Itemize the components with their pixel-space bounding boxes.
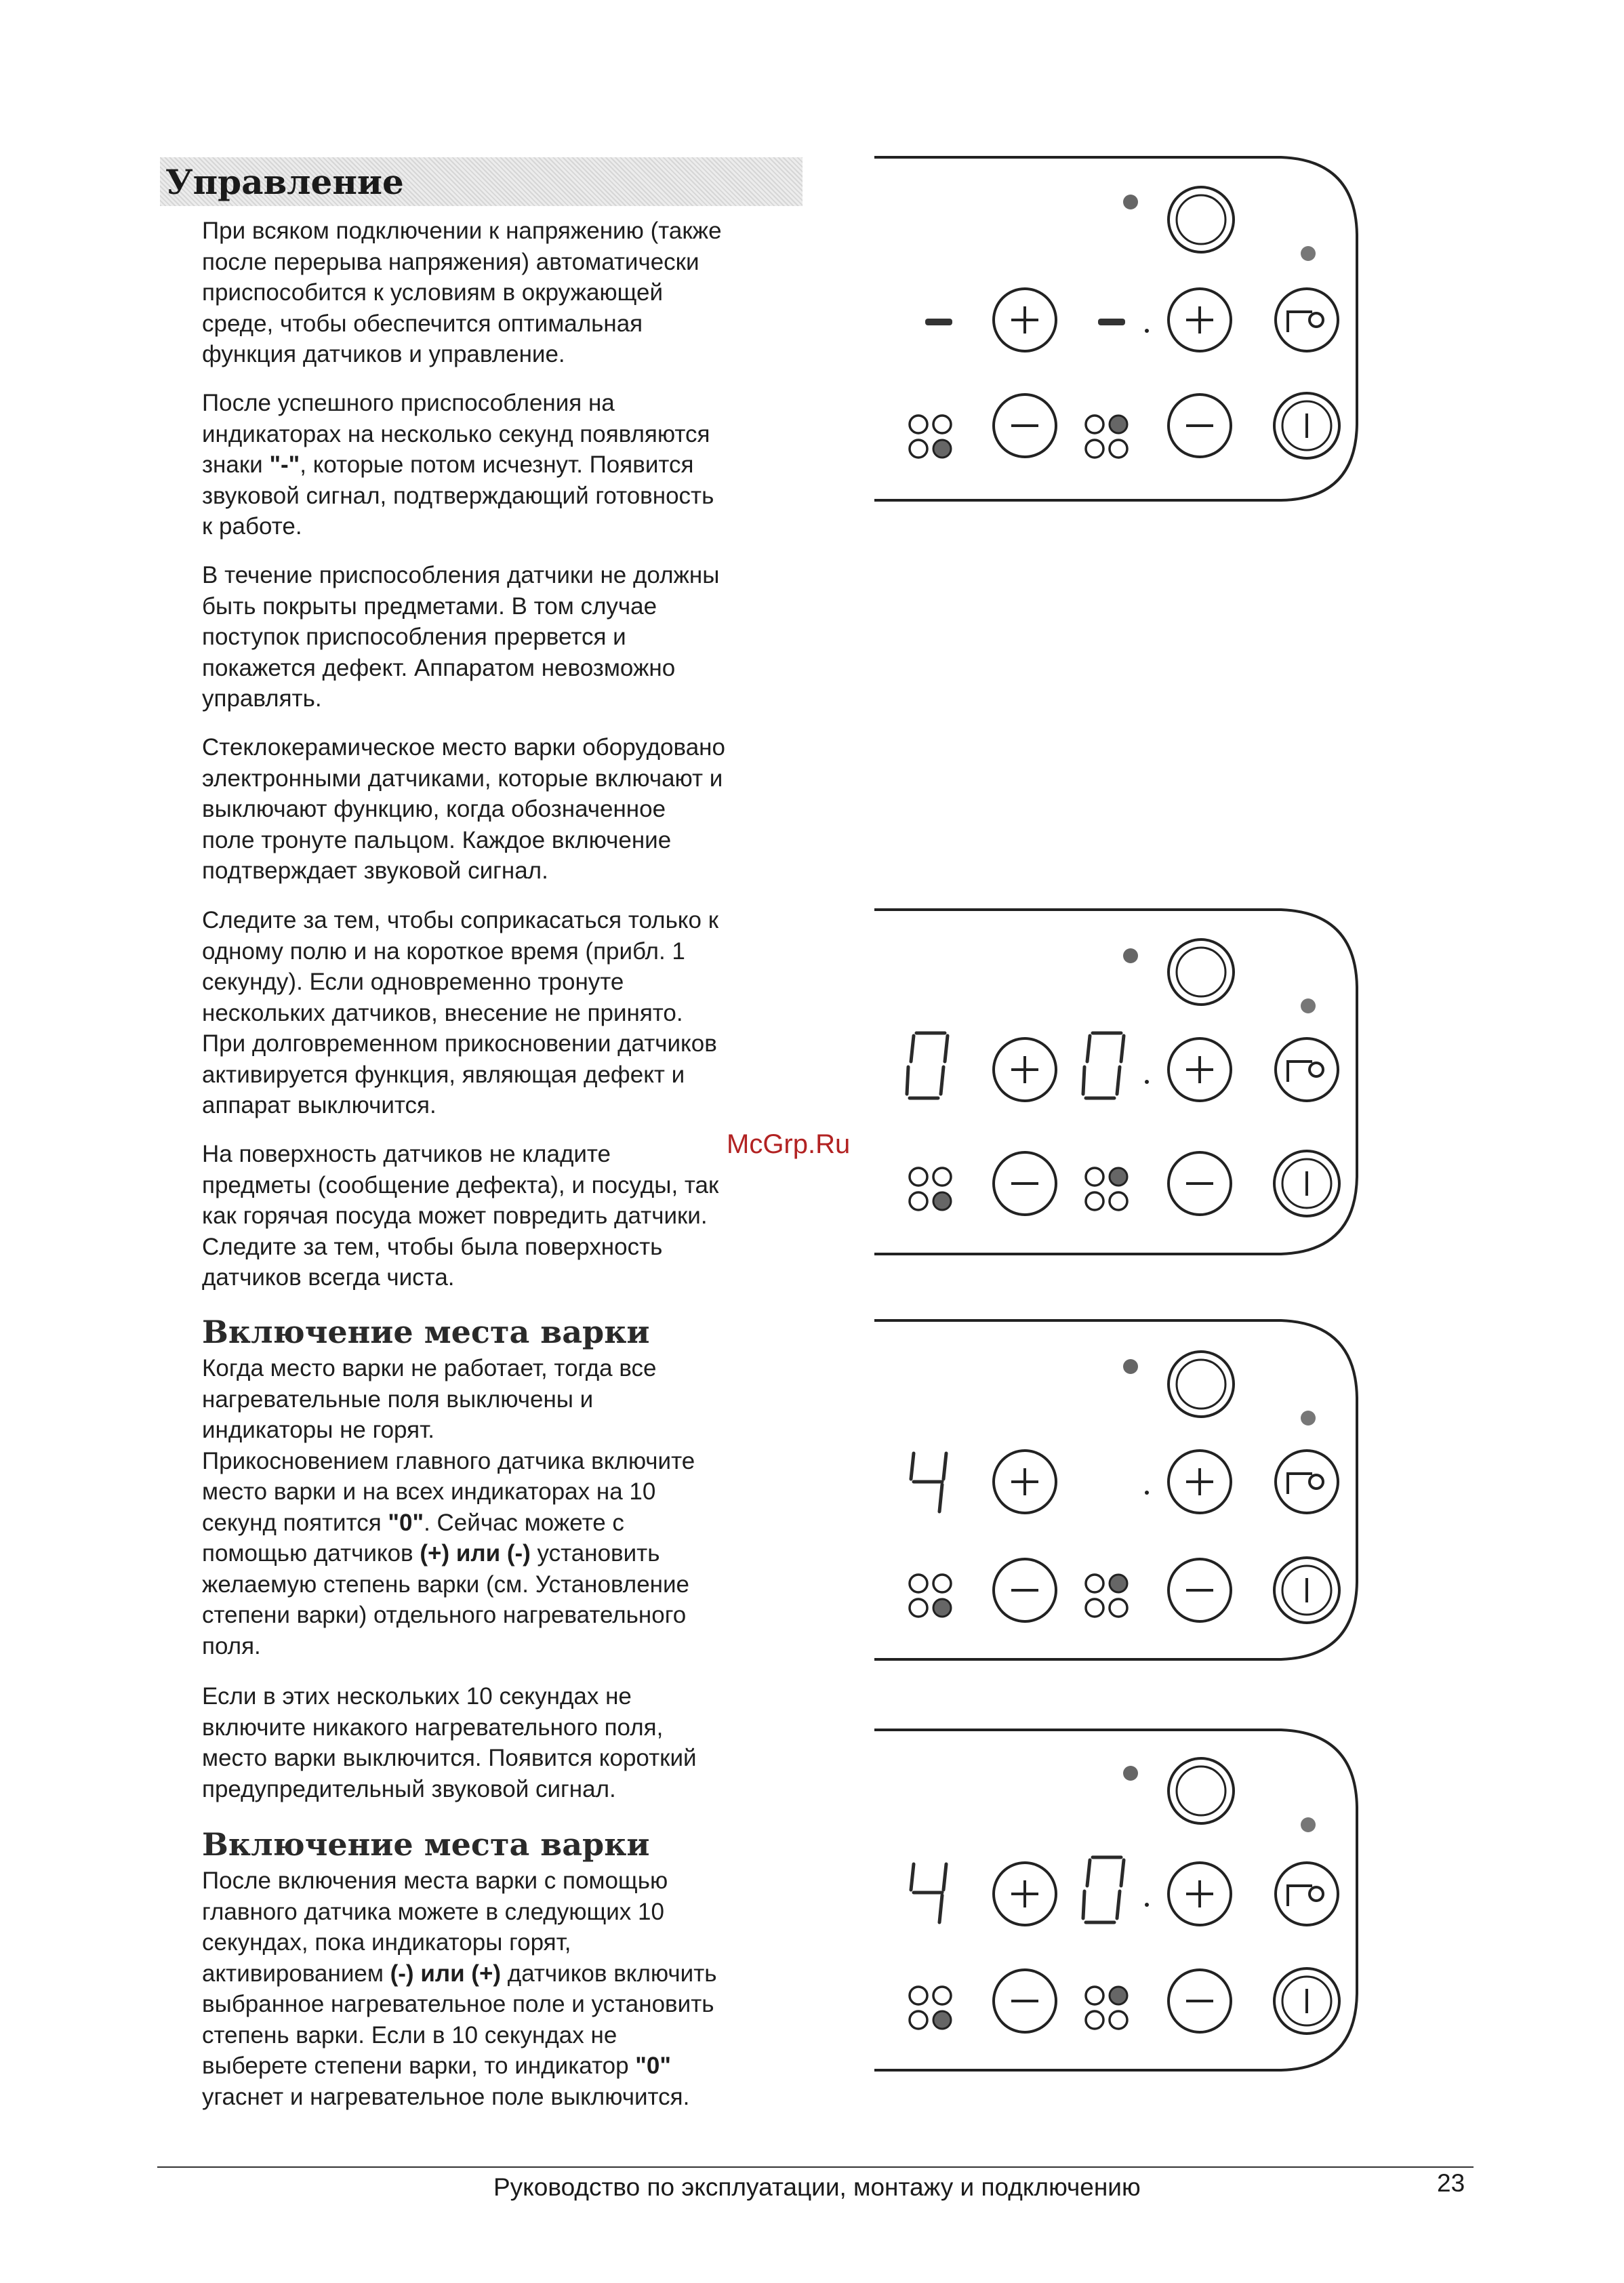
text-run: предметы (сообщение дефекта), и посуды, так bbox=[202, 1171, 719, 1198]
text-line bbox=[202, 481, 812, 512]
text-run: место варки и на всех индикаторах на 10 bbox=[202, 1478, 656, 1505]
text-line bbox=[202, 622, 812, 653]
text-run: помощью датчиков bbox=[202, 1540, 420, 1567]
control-panel-1-diagram bbox=[868, 153, 1362, 512]
text-run: датчиков включить bbox=[501, 1960, 717, 1987]
paragraph-auto-off bbox=[202, 1681, 812, 1804]
text-run: управлять. bbox=[202, 685, 322, 712]
text-line bbox=[202, 683, 812, 714]
lock-key-sensor bbox=[1276, 289, 1338, 351]
text-run: подтверждает звуковой сигнал. bbox=[202, 857, 548, 884]
text-line bbox=[202, 1384, 812, 1415]
text-line bbox=[202, 967, 812, 998]
left-display bbox=[925, 319, 952, 325]
text-run: секунд поятится bbox=[202, 1509, 388, 1536]
text-line bbox=[202, 1353, 812, 1384]
text-run: выбранное нагревательное поле и установить bbox=[202, 1991, 714, 2017]
text-line bbox=[202, 855, 812, 887]
bold-run: (-) или (+) bbox=[390, 1960, 502, 1987]
text-run: звуковой сигнал, подтверждающий готовность bbox=[202, 482, 714, 509]
control-panel-3 bbox=[868, 1318, 1362, 1674]
text-line bbox=[202, 1927, 812, 1958]
text-run: На поверхность датчиков не кладите bbox=[202, 1141, 611, 1167]
text-line bbox=[202, 2050, 812, 2082]
text-run: приспособится к условиям в окружающей bbox=[202, 279, 664, 306]
text-line bbox=[202, 1059, 812, 1091]
text-line bbox=[202, 1200, 812, 1232]
text-run: как горячая посуда может повредить датчики. bbox=[202, 1203, 708, 1229]
text-line bbox=[202, 339, 812, 370]
footer-title: Руководство по эксплуатации, монтажу и подключению bbox=[493, 2173, 1141, 2201]
text-run: быть покрыты предметами. В том случае bbox=[202, 592, 657, 620]
text-line bbox=[202, 591, 812, 622]
left-display bbox=[907, 1033, 948, 1098]
text-line bbox=[202, 2082, 812, 2113]
control-panel-3-diagram bbox=[868, 1318, 1362, 1670]
watermark-text: McGrp.Ru bbox=[727, 1129, 851, 1159]
text-run: среде, чтобы обеспечится оптимальная bbox=[202, 310, 643, 337]
text-run: секундах, пока индикаторы горят, bbox=[202, 1929, 571, 1956]
text-line bbox=[202, 1569, 812, 1600]
text-run: поле тронуте пальцом. Каждое включение bbox=[202, 826, 672, 853]
text-line bbox=[202, 1774, 812, 1805]
text-line bbox=[202, 216, 812, 247]
text-run: Если в этих нескольких 10 секундах не bbox=[202, 1683, 632, 1710]
text-run: покажется дефект. Аппаратом невозможно bbox=[202, 654, 676, 681]
left-display bbox=[911, 1864, 946, 1922]
text-run: В течение приспособления датчики не должны bbox=[202, 562, 720, 588]
bold-run: "0" bbox=[635, 2053, 671, 2079]
text-run: нескольких датчиков, внесение не принято. bbox=[202, 999, 683, 1026]
subheading-switch-on-1: Включение места варки bbox=[202, 1314, 650, 1350]
text-run: угаснет и нагревательное поле выключится. bbox=[202, 2083, 690, 2110]
text-run: знаки bbox=[202, 451, 270, 478]
text-run: После включения места варки с помощью bbox=[202, 1867, 668, 1894]
zone-icon-left bbox=[910, 416, 951, 458]
text-run: включите никакого нагревательного поля, bbox=[202, 1714, 664, 1741]
control-panel-4-diagram bbox=[868, 1726, 1362, 2085]
right-display bbox=[1083, 1033, 1124, 1098]
text-line bbox=[202, 653, 812, 684]
text-line bbox=[202, 825, 812, 856]
text-line bbox=[202, 732, 812, 763]
text-line bbox=[202, 1600, 812, 1631]
text-run: поля. bbox=[202, 1632, 261, 1659]
text-run: поступок приспособления прервется и bbox=[202, 624, 626, 650]
text-run: степени варки) отдельного нагревательного bbox=[202, 1602, 687, 1628]
text-run: Следите за тем, чтобы была поверхность bbox=[202, 1233, 663, 1260]
text-run: Следите за тем, чтобы соприкасаться только к bbox=[202, 907, 719, 933]
text-line bbox=[202, 419, 812, 450]
left-display bbox=[911, 1453, 946, 1512]
text-line bbox=[202, 763, 812, 794]
text-run: активируется функция, являющая дефект и bbox=[202, 1061, 685, 1088]
text-run: установить bbox=[530, 1540, 660, 1567]
indicator-dot-main bbox=[1123, 195, 1138, 209]
bold-run: "0" bbox=[388, 1509, 424, 1536]
paragraph-surface-care bbox=[202, 1139, 812, 1293]
zone-icon-right bbox=[1086, 416, 1127, 458]
text-line bbox=[202, 936, 812, 967]
text-line bbox=[202, 1446, 812, 1477]
subheading-switch-on-2: Включение места варки bbox=[202, 1826, 650, 1863]
text-run: активированием bbox=[202, 1960, 390, 1987]
text-run: секунду). Если одновременно тронуте bbox=[202, 969, 624, 995]
paragraph-switch-on bbox=[202, 1353, 812, 1661]
text-run: индикаторах на несколько секунд появляются bbox=[202, 420, 710, 447]
text-line bbox=[202, 1139, 812, 1170]
text-line bbox=[202, 794, 812, 825]
main-power-sensor bbox=[1169, 187, 1234, 252]
text-line bbox=[202, 998, 812, 1029]
text-line bbox=[202, 1712, 812, 1743]
text-run: выключают функцию, когда обозначенное bbox=[202, 796, 666, 822]
text-run: выберете степени варки, то индикатор bbox=[202, 2053, 636, 2079]
text-line bbox=[202, 1170, 812, 1201]
text-line bbox=[202, 1028, 812, 1059]
text-run: При всяком подключении к напряжению (также bbox=[202, 218, 722, 244]
text-line bbox=[202, 2020, 812, 2051]
text-run: Прикосновением главного датчика включите bbox=[202, 1447, 695, 1474]
text-run: предупредительный звуковой сигнал. bbox=[202, 1775, 616, 1802]
text-run: При долговременном прикосновении датчиков bbox=[202, 1030, 717, 1057]
text-line bbox=[202, 308, 812, 340]
control-panel-1 bbox=[868, 153, 1362, 516]
text-line bbox=[202, 449, 812, 481]
text-run: одному полю и на короткое время (прибл. 1 bbox=[202, 937, 685, 965]
page-number: 23 bbox=[1437, 2169, 1465, 2197]
text-line bbox=[202, 1232, 812, 1263]
text-run: степень варки. Если в 10 секундах не bbox=[202, 2021, 617, 2048]
indicator-dot-lock bbox=[1301, 246, 1316, 261]
text-line bbox=[202, 1476, 812, 1508]
text-run: функция датчиков и управление. bbox=[202, 341, 565, 367]
text-run: нагревательные поля выключены и bbox=[202, 1386, 594, 1413]
text-line bbox=[202, 1989, 812, 2020]
paragraph-adaptation-success bbox=[202, 388, 812, 542]
text-run: . Сейчас можете с bbox=[424, 1509, 624, 1536]
text-run: датчиков всегда чиста. bbox=[202, 1264, 455, 1291]
section-title: Управление bbox=[165, 162, 404, 202]
text-run: индикаторы не горят. bbox=[202, 1417, 434, 1443]
text-line bbox=[202, 1958, 812, 1989]
right-display bbox=[1083, 1857, 1124, 1922]
bold-run: (+) или (-) bbox=[420, 1540, 531, 1567]
control-panel-4 bbox=[868, 1726, 1362, 2088]
text-line bbox=[202, 1090, 812, 1121]
text-line bbox=[202, 388, 812, 419]
text-line bbox=[202, 1262, 812, 1293]
paragraph-power-adaptation bbox=[202, 216, 812, 370]
text-line bbox=[202, 1538, 812, 1569]
text-line bbox=[202, 1865, 812, 1897]
text-run: главного датчика можете в следующих 10 bbox=[202, 1898, 664, 1925]
right-display bbox=[1098, 319, 1125, 325]
text-run: место варки выключится. Появится короткий bbox=[202, 1745, 697, 1771]
text-line bbox=[202, 1897, 812, 1928]
text-run: после перерыва напряжения) автоматически bbox=[202, 248, 699, 275]
text-run: Стеклокерамическое место варки оборудовано bbox=[202, 734, 725, 761]
text-run: к работе. bbox=[202, 513, 302, 540]
text-line bbox=[202, 247, 812, 278]
text-run: Когда место варки не работает, тогда все bbox=[202, 1355, 657, 1381]
bold-run: "-" bbox=[269, 451, 300, 478]
control-panel-2-diagram bbox=[868, 906, 1362, 1265]
text-run: , которые потом исчезнут. Появится bbox=[300, 451, 694, 478]
text-run: электронными датчиками, которые включают и bbox=[202, 765, 723, 792]
text-run: желаемую степень варки (см. Установление bbox=[202, 1571, 690, 1598]
text-line bbox=[202, 1743, 812, 1774]
text-line bbox=[202, 1415, 812, 1446]
text-line bbox=[202, 277, 812, 308]
paragraph-sensor-description bbox=[202, 732, 812, 887]
paragraph-select-zone bbox=[202, 1865, 812, 2112]
text-line bbox=[202, 1508, 812, 1539]
text-line bbox=[202, 511, 812, 542]
text-line bbox=[202, 1681, 812, 1712]
paragraph-adaptation-warning bbox=[202, 560, 812, 714]
control-panel-2 bbox=[868, 906, 1362, 1268]
text-line bbox=[202, 1631, 812, 1662]
text-run: аппарат выключится. bbox=[202, 1092, 437, 1118]
paragraph-touch-instructions bbox=[202, 905, 812, 1121]
text-line bbox=[202, 560, 812, 591]
footer-divider bbox=[157, 2166, 1474, 2168]
text-run: После успешного приспособления на bbox=[202, 390, 615, 416]
text-line bbox=[202, 905, 812, 936]
